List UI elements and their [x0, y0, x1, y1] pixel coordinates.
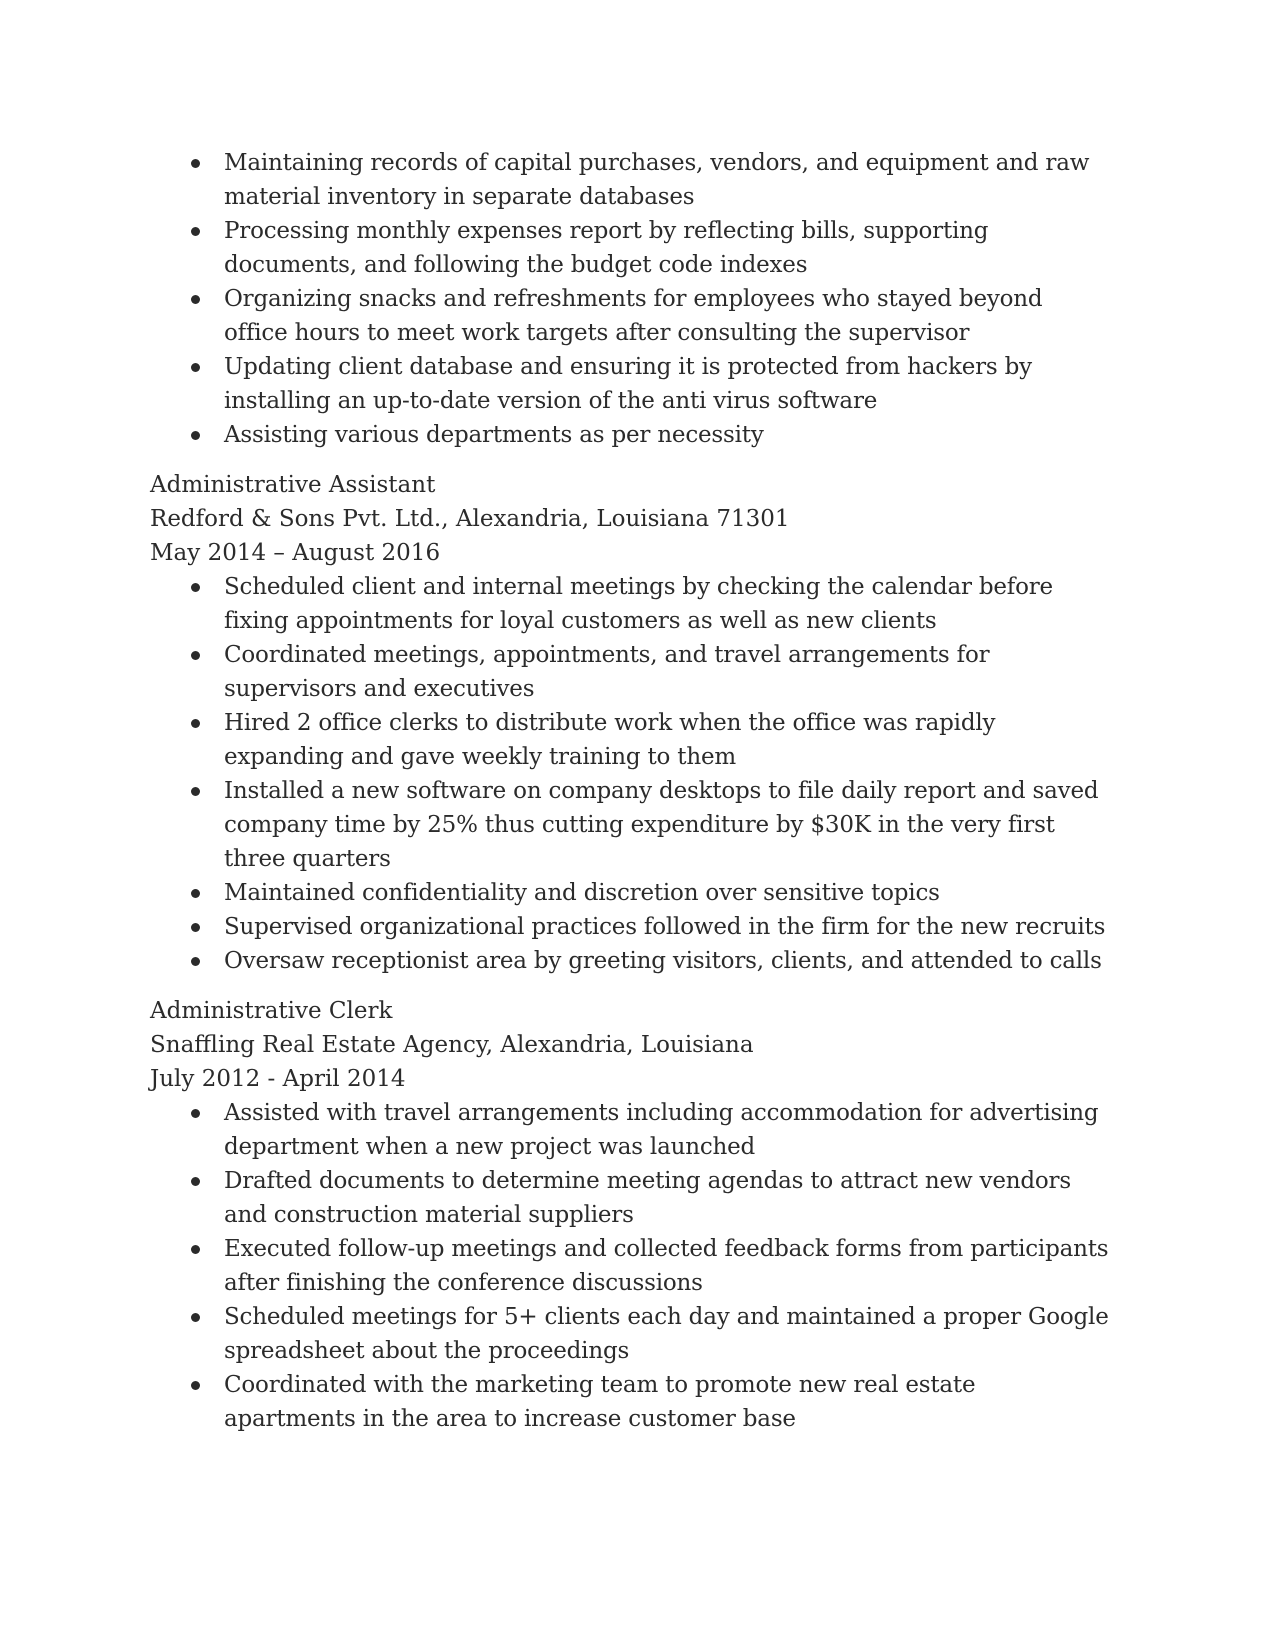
- job-title: Administrative Clerk: [150, 998, 393, 1024]
- bullet-item: Executed follow-up meetings and collected feedback forms from participants after finishing the conference discussions: [224, 1232, 1110, 1300]
- company-location: Redford & Sons Pvt. Ltd., Alexandria, Louisiana 71301: [150, 506, 790, 532]
- job-entry-administrative-clerk: [150, 994, 1110, 1436]
- bullet-item: Coordinated with the marketing team to promote new real estate apartments in the area to increase customer base: [224, 1368, 1110, 1436]
- job-title: Administrative Assistant: [150, 472, 436, 498]
- bullet-item: Scheduled client and internal meetings by checking the calendar before fixing appointments for loyal customers as well as new clients: [224, 570, 1110, 638]
- job-bullets: [150, 146, 1110, 452]
- company-location: Snaffling Real Estate Agency, Alexandria, Louisiana: [150, 1032, 754, 1058]
- bullet-item: Assisting various departments as per necessity: [224, 418, 1110, 452]
- job-entry-administrative-assistant: [150, 468, 1110, 978]
- job-entry-continued: [150, 146, 1110, 452]
- bullet-item: Drafted documents to determine meeting agendas to attract new vendors and construction material suppliers: [224, 1164, 1110, 1232]
- job-dates: July 2012 - April 2014: [150, 1066, 406, 1092]
- bullet-item: Coordinated meetings, appointments, and travel arrangements for supervisors and executives: [224, 638, 1110, 706]
- bullet-item: Installed a new software on company desktops to file daily report and saved company time by 25% thus cutting expenditure by $30K in the very first three quarters: [224, 774, 1110, 876]
- bullet-item: Oversaw receptionist area by greeting visitors, clients, and attended to calls: [224, 944, 1110, 978]
- bullet-item: Scheduled meetings for 5+ clients each day and maintained a proper Google spreadsheet about the proceedings: [224, 1300, 1110, 1368]
- experience-content: [150, 146, 1110, 1436]
- bullet-item: Maintaining records of capital purchases, vendors, and equipment and raw material inventory in separate databases: [224, 146, 1110, 214]
- bullet-item: Supervised organizational practices followed in the firm for the new recruits: [224, 910, 1110, 944]
- job-bullets: [150, 570, 1110, 978]
- bullet-item: Processing monthly expenses report by reflecting bills, supporting documents, and following the budget code indexes: [224, 214, 1110, 282]
- job-bullets: [150, 1096, 1110, 1436]
- bullet-item: Hired 2 office clerks to distribute work when the office was rapidly expanding and gave weekly training to them: [224, 706, 1110, 774]
- bullet-item: Organizing snacks and refreshments for employees who stayed beyond office hours to meet work targets after consulting the supervisor: [224, 282, 1110, 350]
- bullet-item: Maintained confidentiality and discretion over sensitive topics: [224, 876, 1110, 910]
- job-dates: May 2014 – August 2016: [150, 540, 441, 566]
- bullet-item: Assisted with travel arrangements including accommodation for advertising department when a new project was launched: [224, 1096, 1110, 1164]
- bullet-item: Updating client database and ensuring it is protected from hackers by installing an up-to-date version of the anti virus software: [224, 350, 1110, 418]
